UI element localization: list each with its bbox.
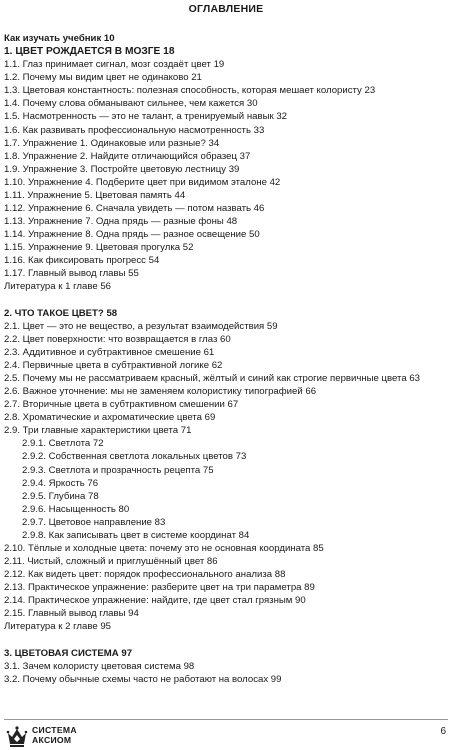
toc-subentry: 2.9.4. Яркость 76 bbox=[22, 477, 99, 489]
toc-entry: 1.4. Почему слова обманывают сильнее, чем кажется 30 bbox=[4, 98, 258, 110]
toc-entry: Как изучать учебник 10 bbox=[4, 33, 115, 44]
toc-entry: 3.1. Зачем колористу цветовая система 98 bbox=[4, 660, 195, 672]
toc-subentry: 2.9.6. Насыщенность 80 bbox=[22, 503, 130, 515]
toc-entry: 2.2. Цвет поверхности: что возвращается в глаз 60 bbox=[4, 333, 231, 345]
page-number: 6 bbox=[440, 726, 446, 737]
toc-chapter-heading: 2. ЧТО ТАКОЕ ЦВЕТ? 58 bbox=[4, 307, 118, 319]
crown-emblem-icon bbox=[5, 724, 29, 748]
toc-entry: 1.7. Упражнение 1. Одинаковые или разные? 34 bbox=[4, 137, 220, 149]
toc-subentry: 2.9.2. Собственная светлота локальных цветов 73 bbox=[22, 451, 247, 463]
toc-entry: 2.6. Важное уточнение: мы не заменяем колористику типографией 66 bbox=[4, 386, 317, 398]
toc-entry: 1.16. Как фиксировать прогресс 54 bbox=[4, 255, 160, 267]
toc-subentry: 2.9.1. Светлота 72 bbox=[22, 438, 104, 450]
toc-subentry: 2.9.7. Цветовое направление 83 bbox=[22, 516, 166, 528]
toc-entry: 2.1. Цвет — это не вещество, а результат взаимодействия 59 bbox=[4, 320, 278, 332]
toc-entry: 1.9. Упражнение 3. Постройте цветовую лестницу 39 bbox=[4, 163, 240, 175]
toc-entry: 1.2. Почему мы видим цвет не одинаково 21 bbox=[4, 72, 202, 84]
page-title: ОГЛАВЛЕНИЕ bbox=[188, 3, 264, 15]
logo-text-line2: АКСИОМ bbox=[32, 735, 72, 745]
toc-entry: Литература к 2 главе 95 bbox=[4, 621, 112, 633]
toc-entry: 3.2. Почему обычные схемы часто не работают на волосах 99 bbox=[4, 673, 282, 685]
toc-entry: 2.14. Практическое упражнение: найдите, где цвет стал грязным 90 bbox=[4, 595, 306, 607]
toc-entry: 2.9. Три главные характеристики цвета 71 bbox=[4, 425, 192, 437]
toc-entry: 2.11. Чистый, сложный и приглушённый цвет 86 bbox=[4, 556, 218, 568]
toc-entry: 2.13. Практическое упражнение: разберите цвет на три параметра 89 bbox=[4, 582, 315, 594]
toc-subentry: 2.9.5. Глубина 78 bbox=[22, 490, 99, 502]
section-spacer bbox=[4, 294, 450, 307]
toc-entry: 1.5. Насмотренность — это не талант, а тренируемый навык 32 bbox=[4, 111, 287, 123]
toc-entry: Литература к 1 главе 56 bbox=[4, 281, 112, 293]
toc-chapter-heading: 1. ЦВЕТ РОЖДАЕТСЯ В МОЗГЕ 18 bbox=[4, 46, 175, 58]
toc-entry: 2.12. Как видеть цвет: порядок профессионального анализа 88 bbox=[4, 569, 286, 581]
toc-entry: 2.10. Тёплые и холодные цвета: почему это не основная координата 85 bbox=[4, 542, 324, 554]
section-spacer bbox=[4, 634, 450, 647]
table-of-contents bbox=[4, 32, 450, 686]
toc-entry: 1.1. Глаз принимает сигнал, мозг создаёт цвет 19 bbox=[4, 59, 225, 71]
toc-entry: 2.4. Первичные цвета в субтрактивной логике 62 bbox=[4, 359, 223, 371]
toc-entry: 1.15. Упражнение 9. Цветовая прогулка 52 bbox=[4, 242, 194, 254]
toc-entry: 1.10. Упражнение 4. Подберите цвет при видимом эталоне 42 bbox=[4, 176, 281, 188]
toc-entry: 1.8. Упражнение 2. Найдите отличающийся образец 37 bbox=[4, 150, 251, 162]
toc-entry: 2.3. Аддитивное и субтрактивное смешение 61 bbox=[4, 346, 215, 358]
toc-entry: 2.7. Вторичные цвета в субтрактивном смешении 67 bbox=[4, 399, 239, 411]
toc-entry: 1.12. Упражнение 6. Сначала увидеть — потом назвать 46 bbox=[4, 203, 265, 215]
toc-subentry: 2.9.3. Светлота и прозрачность рецепта 75 bbox=[22, 464, 214, 476]
toc-chapter-heading: 3. ЦВЕТОВАЯ СИСТЕМА 97 bbox=[4, 647, 133, 659]
toc-entry: 1.11. Упражнение 5. Цветовая память 44 bbox=[4, 189, 186, 201]
toc-entry: 1.14. Упражнение 8. Одна прядь — разное освещение 50 bbox=[4, 229, 260, 241]
toc-subentry: 2.9.8. Как записывать цвет в системе координат 84 bbox=[22, 529, 250, 541]
toc-entry: 1.3. Цветовая константность: полезная способность, которая мешает колористу 23 bbox=[4, 85, 376, 97]
toc-entry: 2.8. Хроматические и ахроматические цвета 69 bbox=[4, 412, 216, 424]
toc-entry: 1.6. Как развивать профессиональную насмотренность 33 bbox=[4, 124, 265, 136]
footer-divider bbox=[4, 719, 448, 720]
publisher-logo bbox=[5, 724, 77, 748]
toc-entry: 1.13. Упражнение 7. Одна прядь — разные фоны 48 bbox=[4, 216, 238, 228]
logo-text-line1: СИСТЕМА bbox=[32, 725, 77, 736]
toc-entry: 2.15. Главный вывод главы 94 bbox=[4, 608, 139, 620]
toc-entry: 1.17. Главный вывод главы 55 bbox=[4, 268, 139, 280]
toc-entry: 2.5. Почему мы не рассматриваем красный, жёлтый и синий как строгие первичные цвета 63 bbox=[4, 372, 421, 384]
